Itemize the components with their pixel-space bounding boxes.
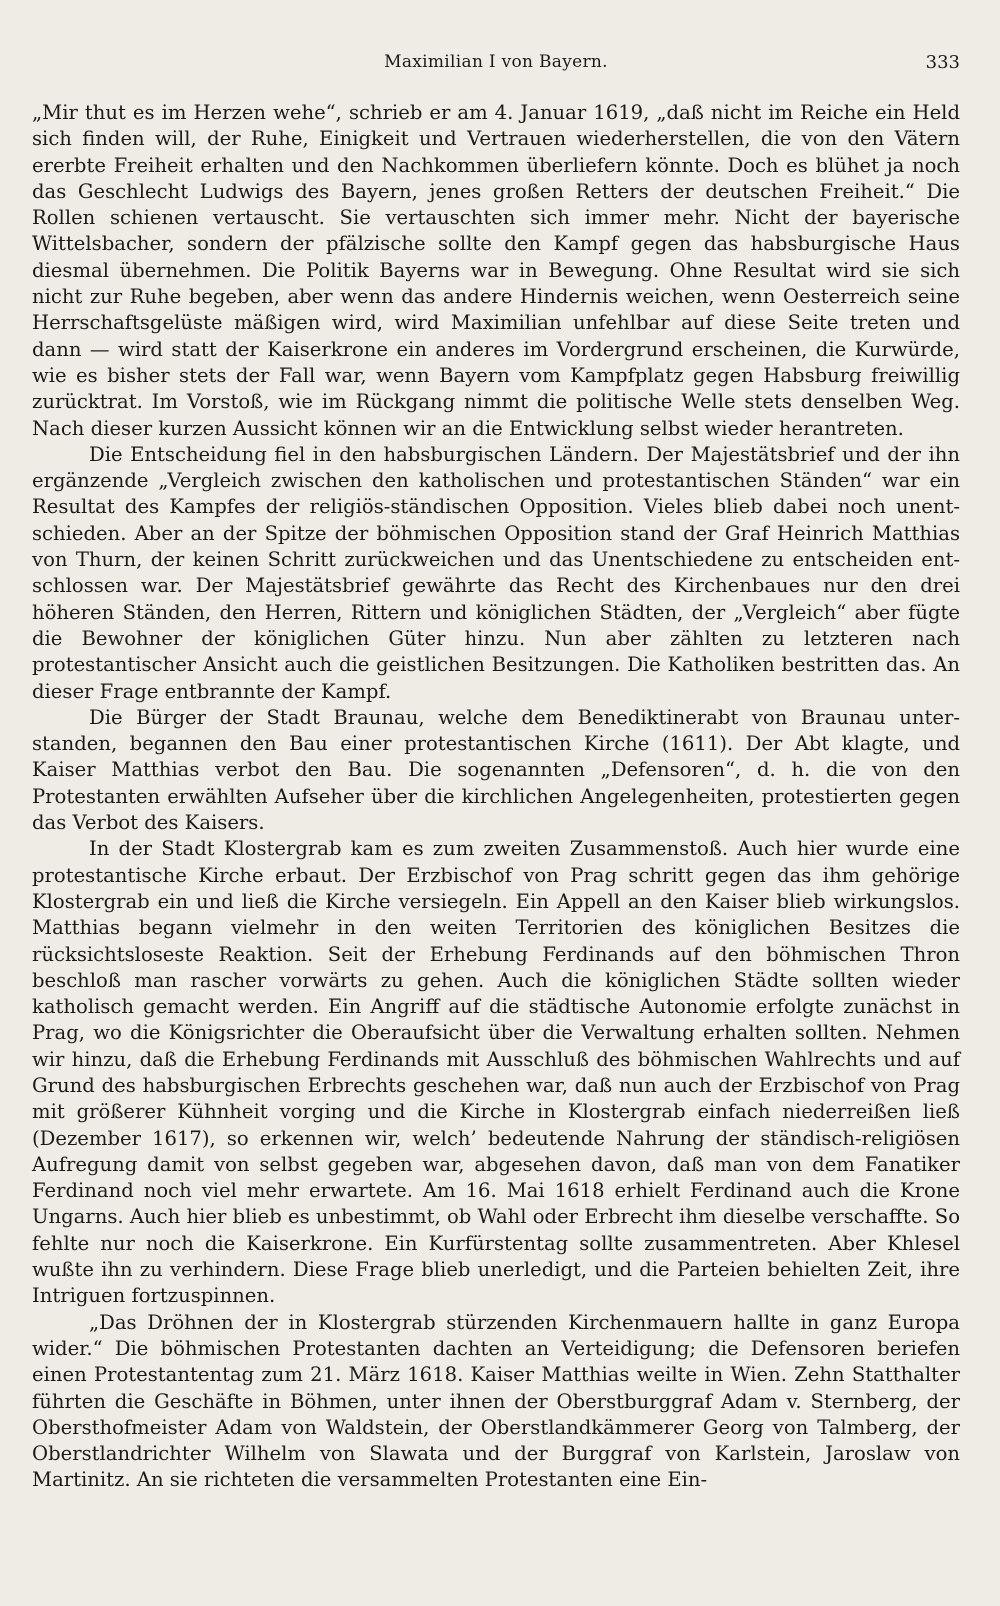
body-text <box>32 100 960 1494</box>
paragraph-5: „Das Dröhnen der in Klostergrab stürzenden Kirchenmauern hallte in ganz Europa wider.“ Die böhmischen Protestanten dachten an Verteidigung; die Defensoren beriefen einen Protestantentag zum 21. März 1618. Kaiser Matthias weilte in Wien. Zehn Statthalter führten die Geschäfte in Böhmen, unter ihnen der Oberstburggraf Adam v. Sternberg, der Obersthofmeister Adam von Waldstein, der Oberstlandkämmerer Georg von Talmberg, der Oberstlandrichter Wilhelm von Slawata und der Burggraf von Karlstein, Jaroslaw von Martinitz. An sie richteten die versammelten Protestanten eine Ein- <box>32 1310 960 1492</box>
paragraph-2: Die Entscheidung fiel in den habsburgischen Ländern. Der Majestätsbrief und der ihn ergänzende „Vergleich zwischen den katholischen und protestantischen Ständen“ war ein Resultat des Kampfes der religiös-ständischen Opposition. Vieles blieb dabei noch unentschieden. Aber an der Spitze der böhmischen Opposition stand der Graf Heinrich Matthias von Thurn, der keinen Schritt zurückweichen und das Unentschiedene zu entscheiden entschlossen war. Der Majestätsbrief gewährte das Recht des Kirchenbaues nur den drei höheren Ständen, den Herren, Rittern und königlichen Städten, der „Vergleich“ aber fügte die Bewohner der königlichen Güter hinzu. Nun aber zählten zu letzteren nach protestantischer Ansicht auch die geistlichen Besitzungen. Die Katholiken bestritten das. An dieser Frage entbrannte der Kampf. <box>32 442 960 703</box>
running-title: Maximilian I von Bayern. <box>384 52 608 72</box>
page-number: 333 <box>925 52 960 73</box>
paragraph-1: „Mir thut es im Herzen wehe“, schrieb er am 4. Januar 1619, „daß nicht im Reiche ein Held sich finden will, der Ruhe, Einigkeit und Vertrauen wiederherstellen, die von den Vätern ererbte Freiheit erhalten und den Nachkommen überliefern könnte. Doch es blühet ja noch das Geschlecht Ludwigs des Bayern, jenes großen Retters der deutschen Freiheit.“ Die Rollen schienen vertauscht. Sie vertauschten sich immer mehr. Nicht der bayerische Wittelsbacher, sondern der pfälzische sollte den Kampf gegen das habsburgische Haus diesmal übernehmen. Die Politik Bayerns war in Bewegung. Ohne Resultat wird sie sich nicht zur Ruhe begeben, aber wenn das andere Hindernis weichen, wenn Oesterreich seine Herrschaftsgelüste mäßigen wird, wird Maximilian unfehlbar auf diese Seite treten und dann — wird statt der Kaiserkrone ein anderes im Vordergrund erscheinen, die Kurwürde, wie es bisher stets der Fall war, wenn Bayern vom Kampfplatz gegen Habsburg freiwillig zurücktrat. Im Vorstoß, wie im Rückgang nimmt die politische Welle stets denselben Weg. Nach dieser kurzen Aussicht können wir an die Entwicklung selbst wieder herantreten. <box>32 101 960 440</box>
page-header <box>32 50 960 78</box>
paragraph-3: Die Bürger der Stadt Braunau, welche dem Benediktinerabt von Braunau unterstanden, begannen den Bau einer protestantischen Kirche (1611). Der Abt klagte, und Kaiser Matthias verbot den Bau. Die sogenannten „Defensoren“, d. h. die von den Protestanten erwählten Aufseher über die kirchlichen Angelegenheiten, protestierten gegen das Verbot des Kaisers. <box>32 705 960 835</box>
paragraph-4: In der Stadt Klostergrab kam es zum zweiten Zusammenstoß. Auch hier wurde eine protestantische Kirche erbaut. Der Erzbischof von Prag schritt gegen das ihm gehörige Klostergrab ein und ließ die Kirche versiegeln. Ein Appell an den Kaiser blieb wirkungslos. Matthias begann vielmehr in den weiten Territorien des königlichen Besitzes die rücksichtsloseste Reaktion. Seit der Erhebung Ferdinands auf den böhmischen Thron beschloß man rascher vorwärts zu gehen. Auch die königlichen Städte sollten wieder katholisch gemacht werden. Ein Angriff auf die städtische Autonomie erfolgte zunächst in Prag, wo die Königsrichter die Oberaufsicht über die Verwaltung erhalten sollten. Nehmen wir hinzu, daß die Erhebung Ferdinands mit Ausschluß des böhmischen Wahlrechts und auf Grund des habsburgischen Erbrechts geschehen war, daß nun auch der Erzbischof von Prag mit größerer Kühnheit vorging und die Kirche in Klostergrab einfach niederreißen ließ (Dezember 1617), so erkennen wir, welch’ bedeutende Nahrung der ständisch-religiösen Aufregung damit von selbst gegeben war, abgesehen davon, daß man von dem Fanatiker Ferdinand noch viel mehr erwartete. Am 16. Mai 1618 erhielt Ferdinand auch die Krone Ungarns. Auch hier blieb es unbestimmt, ob Wahl oder Erbrecht ihm dieselbe verschaffte. So fehlte nur noch die Kaiserkrone. Ein Kurfürstentag sollte zusammentreten. Aber Khlesel wußte ihn zu verhindern. Diese Frage blieb unerledigt, und die Parteien behielten Zeit, ihre Intriguen fortzuspinnen. <box>32 837 960 1308</box>
